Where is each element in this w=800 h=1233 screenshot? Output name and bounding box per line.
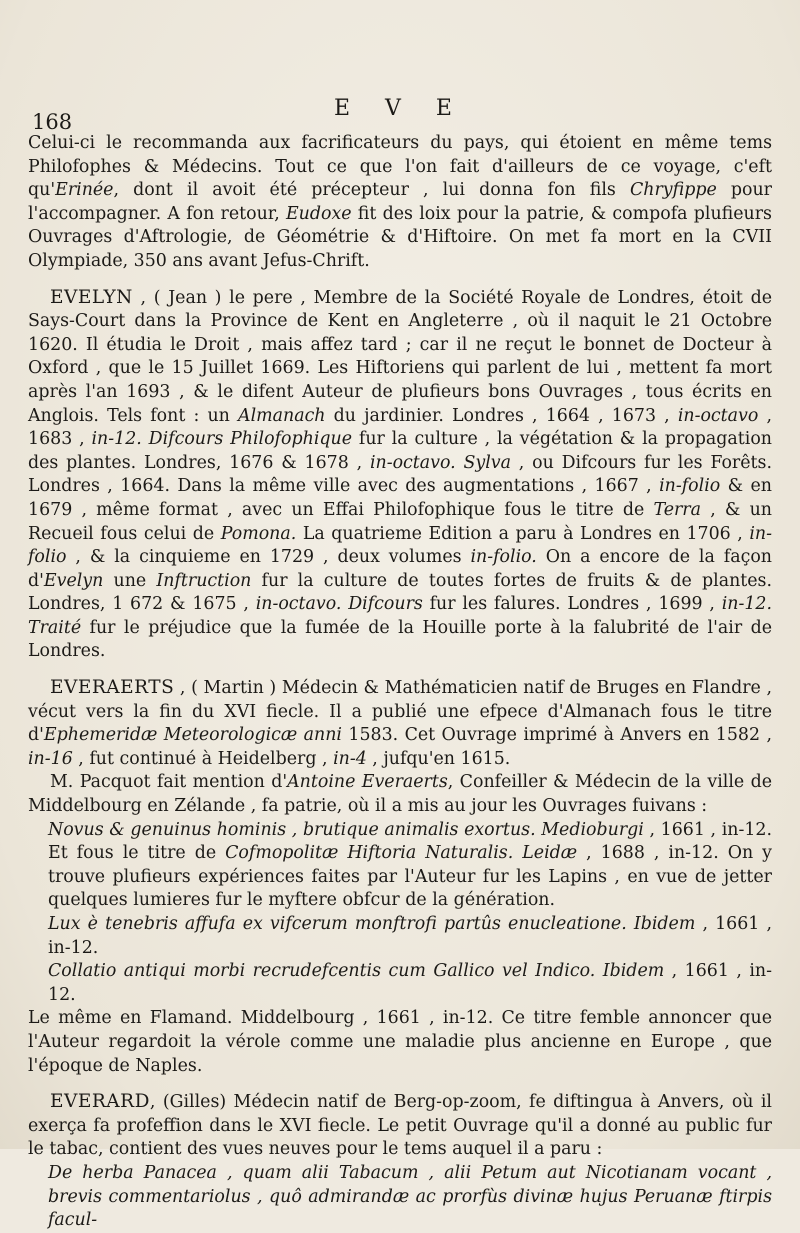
paragraph: Celui-ci le recommanda aux facrificateurs du pays, qui étoient en même tems Philofophes & Médecins. Tout ce que l'on fait d'ailleurs de ce voyage, c'eft qu'Erinée, dont il avoit été précepteur , lui donna fon fils Chryfippe pour l'accompagner. A fon retour, Eudoxe fit des loix pour la patrie, & compofa plufieurs Ouvrages d'Aftrologie, de Géométrie & d'Hiftoire. On met fa mort en la CVII Olympiade, 350 ans avant Jefus-Chrift.: [28, 133, 772, 271]
headword: EVERARD: [50, 1091, 150, 1113]
headword: EVELYN: [50, 286, 133, 308]
headword: EVERAERTS: [50, 677, 175, 699]
bibliography-item: De herba Panacea , quam alii Tabacum , alii Petum aut Nicotianam vocant , brevis commentariolus , quô admirandæ ac prorfùs divinæ hujus Peruanæ ftirpis facul-: [48, 1162, 772, 1231]
bibliography-item: Collatio antiqui morbi recrudefcentis cum Gallico vel Indico. Ibidem , 1661 , in-12.: [48, 961, 772, 1005]
paragraph: EVERAERTS , ( Martin ) Médecin & Mathématicien natif de Bruges en Flandre , vécut vers la fin du XVI fiecle. Il a publié une efpece d'Almanach fous le titre d'Ephemeridæ Meteorologicæ anni 1583. Cet Ouvrage imprimé à Anvers en 1582 , in-16 , fut continué à Heidelberg , in-4 , jufqu'en 1615.: [28, 677, 772, 769]
entry-eudoxe-continued: [28, 132, 772, 274]
entry-everaerts: [28, 676, 772, 1078]
paragraph: EVERARD, (Gilles) Médecin natif de Berg-op-zoom, fe diftingua à Anvers, où il exerça fa profeffion dans le XVI fiecle. Le petit Ouvrage qu'il a donné au public fur le tabac, contient des vues neuves pour le tems auquel il a paru :: [28, 1091, 772, 1160]
entry-evelyn: [28, 286, 772, 665]
paragraph: Le même en Flamand. Middelbourg , 1661 , in-12. Ce titre femble annoncer que l'Auteur regardoit la vérole comme une maladie plus ancienne en Europe , que l'époque de Naples.: [28, 1008, 772, 1076]
page-number: 168: [32, 110, 73, 134]
paragraph: EVELYN , ( Jean ) le pere , Membre de la Société Royale de Londres, étoit de Says-Court dans la Province de Kent en Angleterre , où il naquit le 21 Octobre 1620. Il étudia le Droit , mais affez tard ; car il ne reçut le bonnet de Docteur à Oxford , que le 15 Juillet 1669. Les Hiftoriens qui parlent de lui , mettent fa mort après l'an 1693 , & le difent Auteur de plufieurs bons Ouvrages , tous écrits en Anglois. Tels font : un Almanach du jardinier. Londres , 1664 , 1673 , in-octavo , 1683 , in-12. Difcours Philofophique fur la culture , la végétation & la propagation des plantes. Londres, 1676 & 1678 , in-octavo. Sylva , ou Difcours fur les Forêts. Londres , 1664. Dans la même ville avec des augmentations , 1667 , in-folio & en 1679 , même format , avec un Effai Philofophique fous le titre de Terra , & un Recueil fous celui de Pomona. La quatrieme Edition a paru à Londres en 1706 , in-folio , & la cinquieme en 1729 , deux volumes in-folio. On a encore de la façon d'Evelyn une Inftruction fur la culture de toutes fortes de fruits & de plantes. Londres, 1 672 & 1675 , in-octavo. Difcours fur les falures. Londres , 1699 , in-12. Traité fur le préjudice que la fumée de la Houille porte à la falubrité de l'air de Londres.: [28, 286, 773, 662]
entry-everard: [28, 1090, 772, 1233]
page-header: [28, 96, 772, 132]
running-head: E V E: [334, 96, 466, 121]
bibliography-item: Lux è tenebris affufa ex vifcerum monftrofi partûs enucleatione. Ibidem , 1661 , in-12.: [48, 914, 772, 958]
paragraph: M. Pacquot fait mention d'Antoine Everaerts, Confeiller & Médecin de la ville de Middelbourg en Zélande , fa patrie, où il a mis au jour les Ouvrages fuivans :: [28, 772, 772, 817]
bibliography-item: Novus & genuinus hominis , brutique animalis exortus. Medioburgi , 1661 , in-12. Et fous le titre de Cofmopolitæ Hiftoria Naturalis. Leidæ , 1688 , in-12. On y trouve plufieurs expériences faites par l'Auteur fur les Lapins , en vue de jetter quelques lumieres fur le myftere obfcur de la génération.: [48, 819, 772, 911]
